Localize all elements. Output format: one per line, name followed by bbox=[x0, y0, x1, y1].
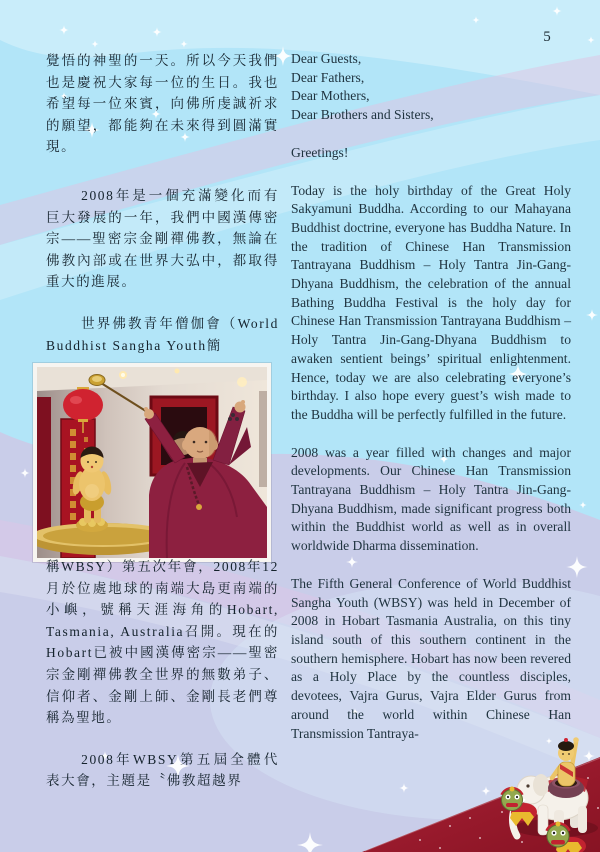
salutation-guests: Dear Guests, bbox=[291, 51, 362, 66]
salutation-brothers-sisters: Dear Brothers and Sisters, bbox=[291, 107, 434, 123]
chinese-paragraph-4: 稱WBSY）第五次年會，2008年12月於位處地球的南端大島更南端的小嶼，號稱天涯海角的Hobart, Tasmania, Australia召開。現在的Hobart已被中國漢傳密宗——聖密宗金剛禪佛教全世界的無數弟子、信仰者、金剛上師、金剛長老們尊稱為聖地。 bbox=[46, 559, 279, 726]
english-paragraph-2: 2008 was a year filled with changes and major developments. Our Chinese Han Transmission Tantrayana Buddhism – Holy Tantra Jin-Gang-Dhyana Buddhism, made significant progress both within the Buddhist world as well as in overall worldwide Dharma dissemination. bbox=[291, 444, 571, 554]
english-paragraph-3: The Fifth General Conference of World Buddhist Sangha Youth (WBSY) was held in December of 2008 in Hobart Tasmania Australia, on this tiny island south of this southern continent in the southern hemisphere. Hobart has now been revered as a Holy Place by the countless disciples, devotees, Vajra Gurus, Vajra Elder Gurus from around the world within Chinese Han Transmission Tantraya- bbox=[291, 575, 571, 741]
english-paragraph-1: Today is the holy birthday of the Great Holy Sakyamuni Buddha. According to our Mahayana Buddhist doctrine, everyone has Buddha Nature. In the tradition of Chinese Han Transmission Tantrayana Buddhism – Holy Tantra Jin-Gang-Dhyana Buddhism, the celebration of the annual Bathing Buddha Festival is the holy day for Chinese Han Transmission Tantrayana Buddhism – Holy Tantra Jin-Gang-Dhyana Buddhism to awaken sentient beings’ spiritual enlightenment. Hence, today we are also celebrating everyone’s birthday. I also hope every guest’s wish made to the Buddha will be perfectly fulfilled in the future. bbox=[291, 182, 571, 422]
chinese-paragraph-5: 2008年WBSY第五屆全體代表大會，主題是〝佛教超越界 bbox=[46, 751, 279, 789]
chinese-paragraph-3: 世界佛教青年僧伽會（World Buddhist Sangha Youth簡 bbox=[46, 315, 279, 353]
chinese-column-lower bbox=[46, 556, 279, 812]
photo-illustration bbox=[37, 367, 267, 558]
english-column bbox=[291, 50, 571, 762]
chinese-paragraph-1: 覺悟的神聖的一天。所以今天我們也是慶祝大家每一位的生日。我也希望每一位來賓，向佛所虔誠祈求的願望，都能夠在未來得到圓滿實現。 bbox=[46, 53, 279, 155]
bathing-buddha-photo bbox=[33, 363, 271, 562]
salutation-mothers: Dear Mothers, bbox=[291, 88, 370, 104]
chinese-paragraph-2: 2008年是一個充滿變化而有巨大發展的一年，我們中國漢傳密宗——聖密宗金剛禪佛教，無論在佛教內部或在世界大弘中，都取得重大的進展。 bbox=[46, 187, 279, 290]
left-banner bbox=[37, 397, 51, 537]
greeting-line: Greetings! bbox=[291, 144, 349, 160]
page-number: 5 bbox=[543, 29, 551, 45]
salutation-fathers: Dear Fathers, bbox=[291, 69, 365, 85]
chinese-column-upper bbox=[46, 50, 279, 376]
